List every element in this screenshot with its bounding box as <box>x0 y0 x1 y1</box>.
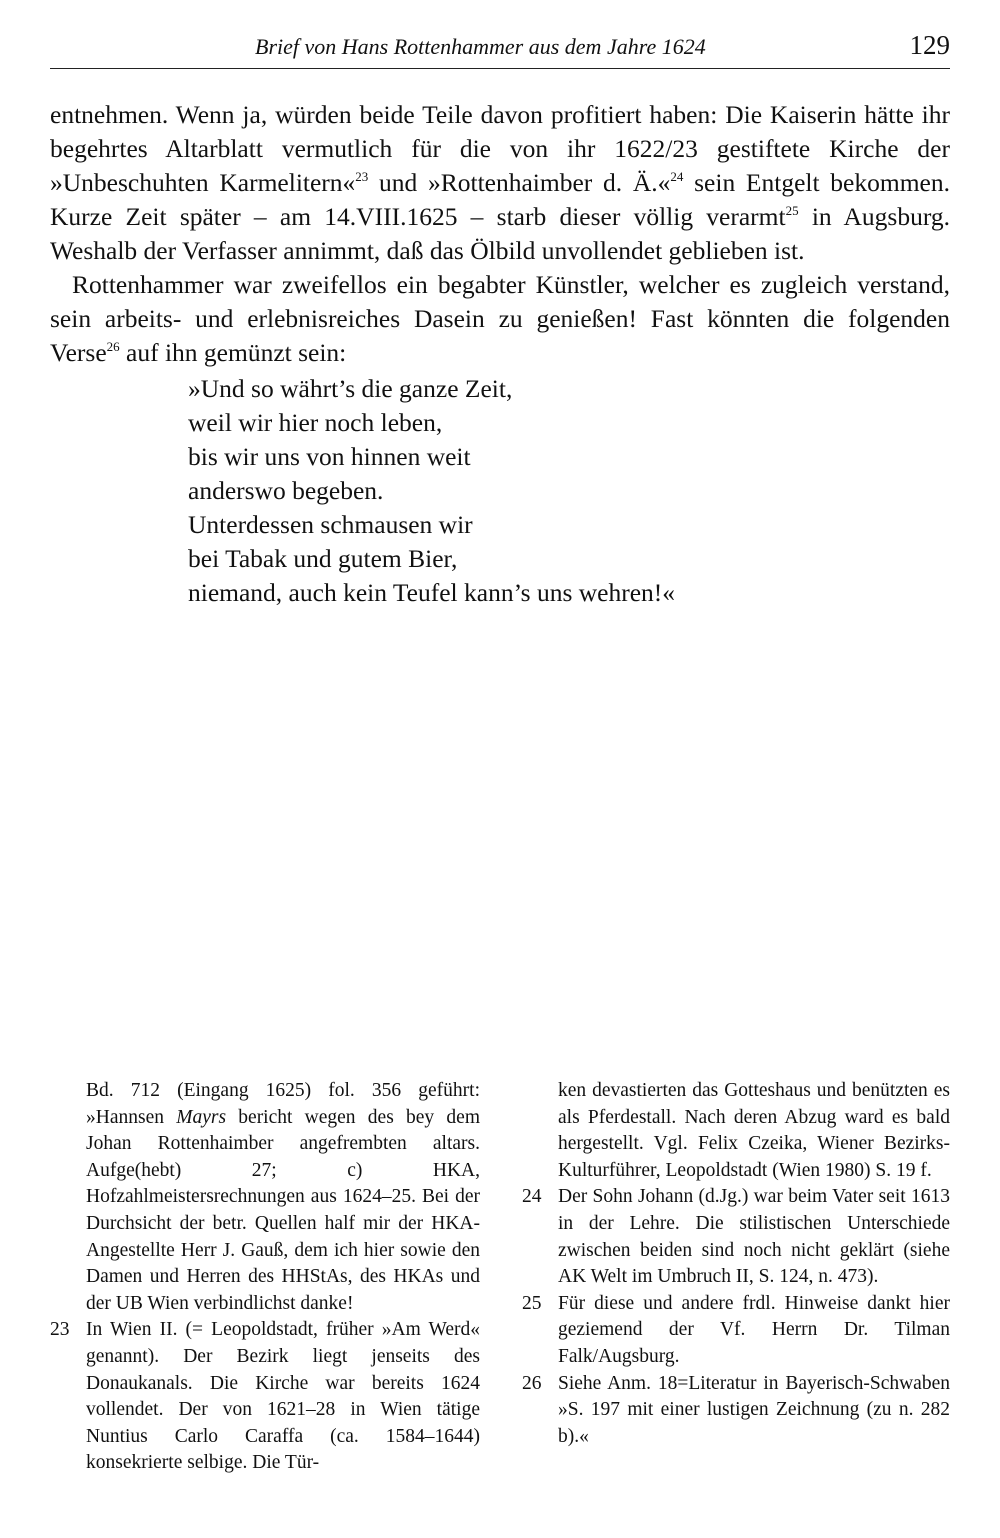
footnote-text: Für diese und andere frdl. Hinweise dankt hier geziemend der Vf. Herrn Dr. Tilman Falk/Augsburg. <box>558 1292 950 1367</box>
poem-line: »Und so währt’s die ganze Zeit, <box>188 374 513 403</box>
footnote-22-italic: Mayrs <box>176 1106 227 1128</box>
poem-line: niemand, auch kein Teufel kann’s uns wehren!« <box>188 578 676 607</box>
poem-line: bis wir uns von hinnen weit <box>188 442 471 471</box>
footnote-ref-26: 26 <box>106 339 120 354</box>
paragraph-2-text-a: Rottenhammer war zweifellos ein begabter Künstler, welcher es zugleich verstand, sein arbeits- und erlebnisreiches Dasein zu genießen! Fast könnten die folgenden Verse <box>50 270 950 367</box>
paragraph-1 <box>50 98 950 268</box>
paragraph-1-text-b: und »Rottenhaimber d. Ä.« <box>368 168 671 197</box>
paragraph-1-text-d: in Augsburg. Weshalb der Verfasser annimmt, daß das Ölbild unvollendet geblieben ist. <box>50 202 950 265</box>
footnote-number: 25 <box>522 1292 542 1314</box>
footnote-text: Der Sohn Johann (d.Jg.) war beim Vater seit 1613 in der Lehre. Die stilistischen Unterschiede zwischen beiden sind noch nicht geklärt (siehe AK Welt im Umbruch II, S. 124, n. 473). <box>558 1186 950 1288</box>
poem-line: Unterdessen schmausen wir <box>188 510 473 539</box>
footnotes-right-column <box>522 1078 950 1450</box>
footnote-number: 24 <box>522 1186 542 1208</box>
footnote-23 <box>50 1317 480 1477</box>
poem-line: weil wir hier noch leben, <box>188 408 443 437</box>
paragraph-1-text-c: sein Entgelt bekommen. Kurze Zeit später – am 14.VIII.1625 – starb dieser völlig verarmt <box>50 168 950 231</box>
footnote-ref-24: 24 <box>670 169 684 184</box>
running-header <box>50 28 950 69</box>
footnote-ref-25: 25 <box>785 203 799 218</box>
poem-line: anderswo begeben. <box>188 476 384 505</box>
running-title: Brief von Hans Rottenhammer aus dem Jahre 1624 <box>255 34 706 59</box>
footnote-ref-23: 23 <box>355 169 369 184</box>
footnote-23-continued: ken devastierten das Gotteshaus und benützten es als Pferdestall. Nach deren Abzug ward es bald hergestellt. Vgl. Felix Czeika, Wiener Bezirks-Kulturführer, Leopoldstadt (Wien 1980) S. 19 f. <box>558 1080 950 1181</box>
footnote-26 <box>522 1371 950 1451</box>
footnote-22-continued <box>50 1078 480 1317</box>
footnote-text: In Wien II. (= Leopoldstadt, früher »Am Werd« genannt). Der Bezirk liegt jenseits des Donaukanals. Die Kirche war bereits 1624 vollendet. Der von 1621–28 in Wien tätige Nuntius Carlo Caraffa (ca. 1584–1644) konsekrierte selbige. Die Tür- <box>86 1319 480 1474</box>
footnote-number: 23 <box>50 1319 70 1341</box>
main-text <box>50 98 950 610</box>
footnote-number: 26 <box>522 1372 542 1394</box>
footnotes-left-column <box>50 1078 480 1477</box>
page-number: 129 <box>909 30 950 60</box>
poem-line: bei Tabak und gutem Bier, <box>188 544 458 573</box>
footnote-22-text-a: Bd. 712 (Eingang 1625) fol. 356 geführt: »Hannsen <box>86 1080 480 1128</box>
poem <box>188 372 950 610</box>
paragraph-2 <box>50 268 950 370</box>
footnote-22-text-b: bericht wegen des bey dem Johan Rottenhaimber angefrembten altars. Aufge(hebt) 27; c) HKA, Hofzahlmeistersrechnungen aus 1624–25. Bei der Durchsicht der betr. Quellen half mir der HKA-Angestellte Herr J. Gauß, dem ich hier sowie den Damen und Herren des HHStAs, des HKAs und der UB Wien verbindlichst danke! <box>86 1106 480 1314</box>
paragraph-2-text-b: auf ihn gemünzt sein: <box>119 338 347 367</box>
footnote-25 <box>522 1291 950 1371</box>
footnote-text: Siehe Anm. 18=Literatur in Bayerisch-Schwaben »S. 197 mit einer lustigen Zeichnung (zu n. 282 b).« <box>558 1372 950 1447</box>
footnote-24 <box>522 1184 950 1290</box>
paragraph-1-text-a: entnehmen. Wenn ja, würden beide Teile davon profitiert haben: Die Kaiserin hätte ihr begehrtes Altarblatt vermutlich für die von ihr 1622/23 gestiftete Kirche der »Unbeschuhten Karmelitern« <box>50 100 950 197</box>
